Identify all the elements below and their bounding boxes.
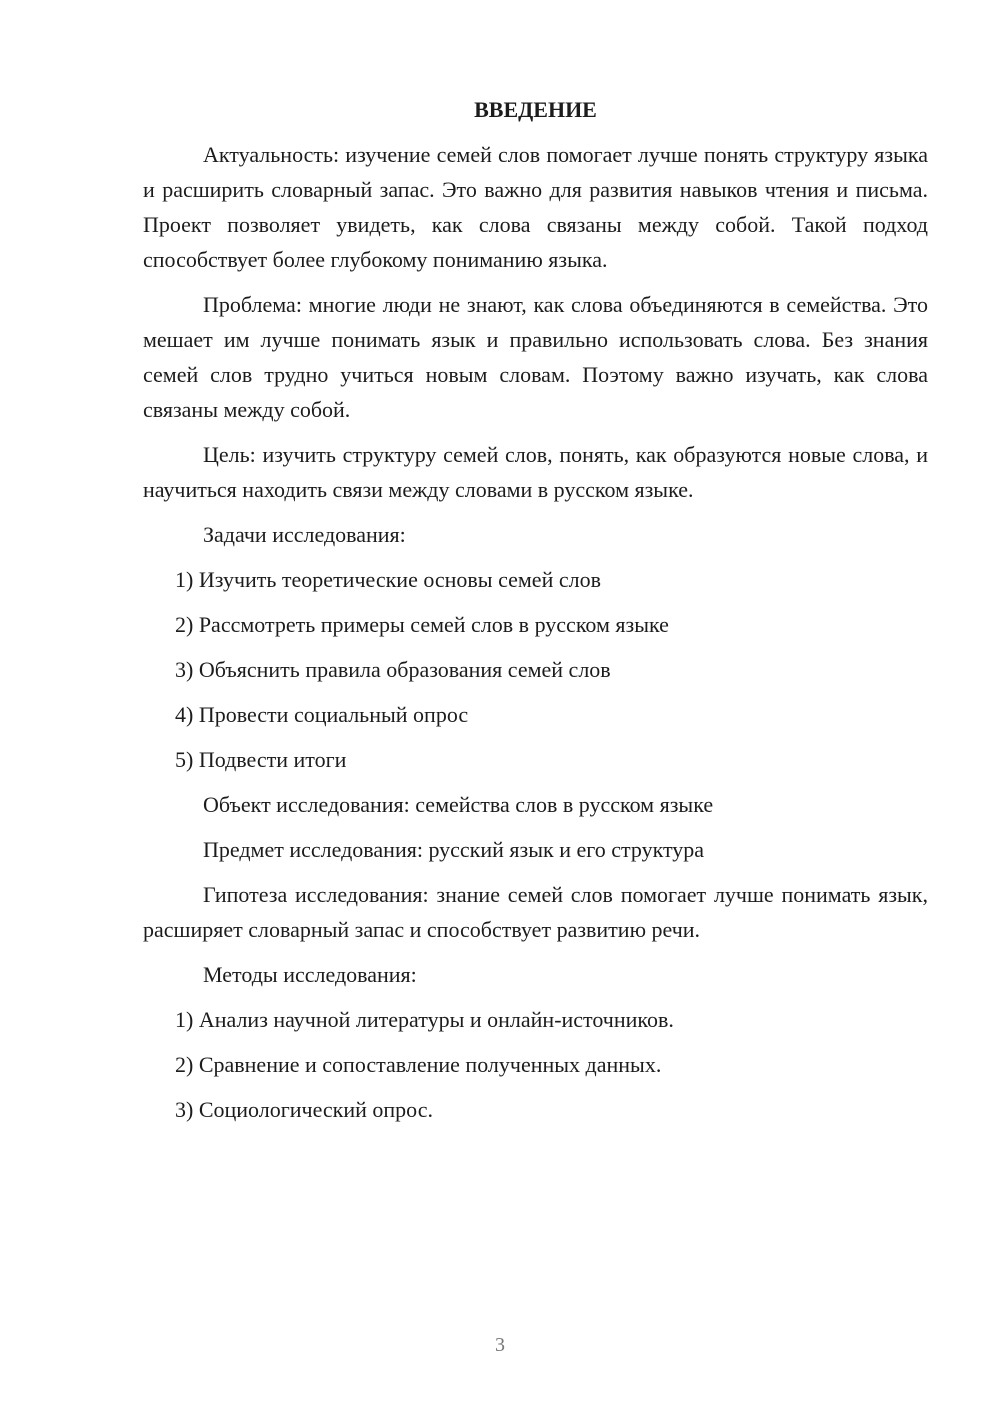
page-number: 3 bbox=[495, 1334, 505, 1356]
task-item: 1) Изучить теоретические основы семей слов bbox=[175, 567, 601, 592]
subject-paragraph: Предмет исследования: русский язык и его структура bbox=[203, 837, 705, 862]
method-item: 2) Сравнение и сопоставление полученных данных. bbox=[175, 1052, 662, 1077]
methods-heading: Методы исследования: bbox=[203, 962, 417, 987]
goal-paragraph: Цель: изучить структуру семей слов, понять, как образуются новые слова, и научиться находить связи между словами в русском языке. bbox=[143, 442, 928, 502]
hypothesis-paragraph: Гипотеза исследования: знание семей слов помогает лучше понимать язык, расширяет словарный запас и способствует развитию речи. bbox=[143, 882, 928, 942]
task-item: 3) Объяснить правила образования семей слов bbox=[175, 657, 611, 682]
tasks-heading: Задачи исследования: bbox=[203, 522, 406, 547]
task-item: 2) Рассмотреть примеры семей слов в русском языке bbox=[175, 612, 669, 637]
method-item: 1) Анализ научной литературы и онлайн-источников. bbox=[175, 1007, 674, 1032]
task-item: 4) Провести социальный опрос bbox=[175, 702, 469, 727]
problem-paragraph: Проблема: многие люди не знают, как слова объединяются в семейства. Это мешает им лучше понимать язык и правильно использовать слова. Без знания семей слов трудно учиться новым словам. Поэтому важно изучать, как слова связаны между собой. bbox=[143, 292, 928, 422]
document-page bbox=[143, 92, 928, 1127]
task-item: 5) Подвести итоги bbox=[175, 747, 347, 772]
page-title: ВВЕДЕНИЕ bbox=[474, 97, 597, 122]
method-item: 3) Социологический опрос. bbox=[175, 1097, 433, 1122]
relevance-paragraph: Актуальность: изучение семей слов помогает лучше понять структуру языка и расширить словарный запас. Это важно для развития навыков чтения и письма. Проект позволяет увидеть, как слова связаны между собой. Такой подход способствует более глубокому пониманию языка. bbox=[143, 142, 928, 272]
object-paragraph: Объект исследования: семейства слов в русском языке bbox=[203, 792, 714, 817]
